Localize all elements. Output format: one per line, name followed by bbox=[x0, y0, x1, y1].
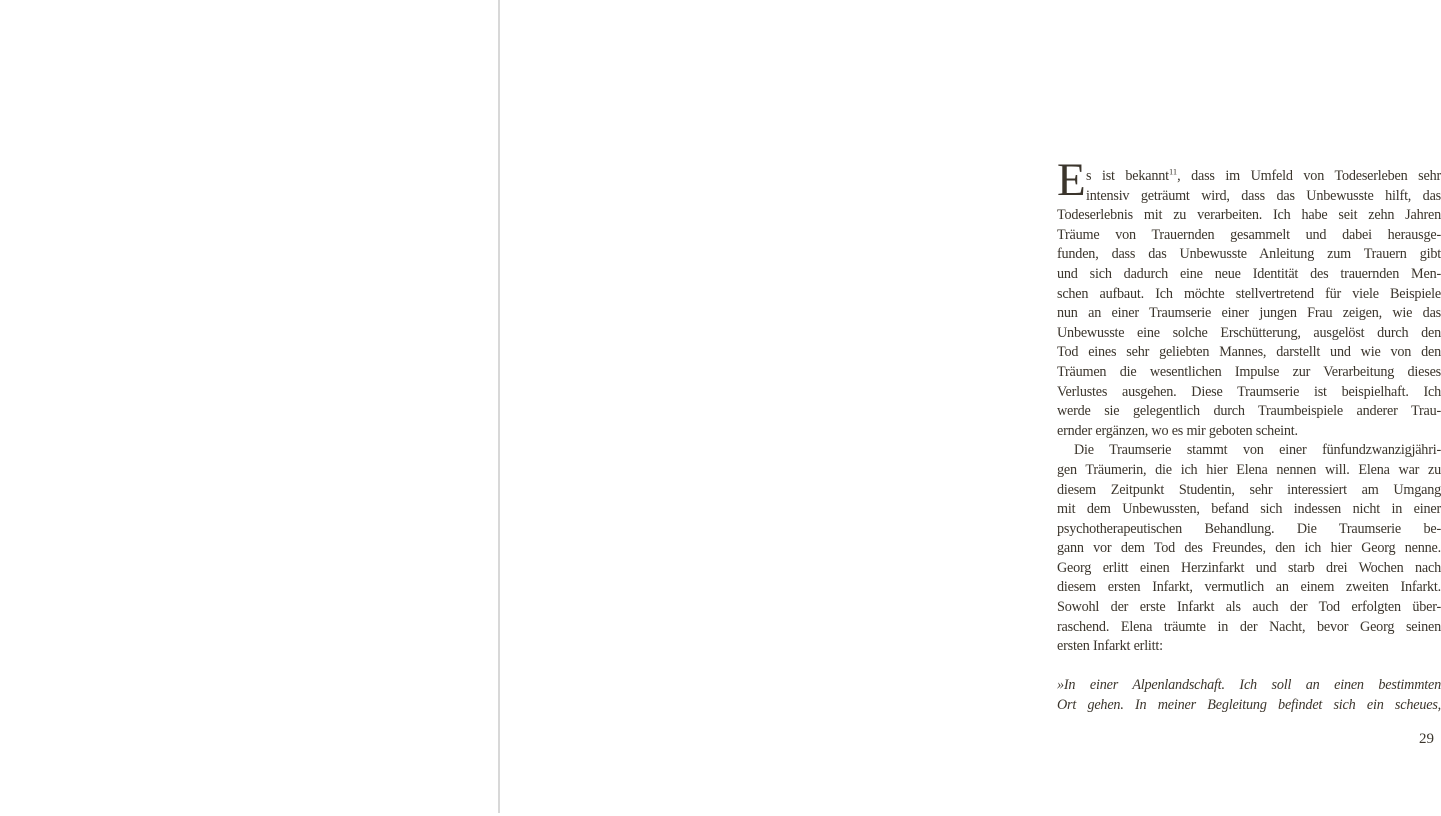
text-line: Träume von Trauernden gesammelt und dabei herausge- bbox=[1057, 226, 1441, 243]
text-line: gen Träumerin, die ich hier Elena nennen will. Elena war zu bbox=[1057, 461, 1441, 478]
text-line: gann vor dem Tod des Freundes, den ich hier Georg nenne. bbox=[1057, 540, 1441, 557]
text-line: nun an einer Traumserie einer jungen Frau zeigen, wie das bbox=[1057, 305, 1441, 322]
text-line: Verlustes ausgehen. Diese Traumserie ist beispielhaft. Ich bbox=[1057, 383, 1441, 400]
text-line: Unbewusste eine solche Erschütterung, ausgelöst durch den bbox=[1057, 324, 1441, 341]
text-line: funden, dass das Unbewusste Anleitung zum Trauern gibt bbox=[1057, 246, 1441, 263]
left-page-blank bbox=[0, 0, 498, 816]
paragraph-opening bbox=[1057, 154, 1441, 441]
text-line: Tod eines sehr geliebten Mannes, darstellt und wie von den bbox=[1057, 344, 1441, 361]
footnote-reference: 11 bbox=[1168, 166, 1178, 177]
text-line: ernder ergänzen, wo es mir geboten scheint. bbox=[1057, 422, 1298, 439]
text-line: Träumen die wesentlichen Impulse zur Verarbeitung dieses bbox=[1057, 363, 1441, 380]
text-line: Sowohl der erste Infarkt als auch der Tod erfolgten über- bbox=[1057, 599, 1441, 616]
text-line: Ort gehen. In meiner Begleitung befindet sich ein scheues, bbox=[1057, 697, 1441, 714]
text-line: Georg erlitt einen Herzinfarkt und starb drei Wochen nach bbox=[1057, 559, 1441, 576]
text-line: ersten Infarkt erlitt: bbox=[1057, 638, 1163, 655]
text-line: werde sie gelegentlich durch Traumbeispiele anderer Trau- bbox=[1057, 403, 1441, 420]
text-line: intensiv geträumt wird, dass das Unbewusste hilft, das bbox=[1086, 187, 1441, 204]
text-line: s ist bekannt$^{11}$, dass im Umfeld von Todeserleben sehr bbox=[1086, 166, 1441, 184]
drop-cap: E bbox=[1057, 154, 1086, 206]
text-line: diesem Zeitpunkt Studentin, sehr interessiert am Umgang bbox=[1057, 481, 1441, 498]
page-number: 29 bbox=[1419, 731, 1434, 747]
text-line: »In einer Alpenlandschaft. Ich soll an einen bestimmten bbox=[1057, 677, 1441, 694]
text-line: diesem ersten Infarkt, vermutlich an einem zweiten Infarkt. bbox=[1057, 579, 1441, 596]
text-line: und sich dadurch eine neue Identität des trauernden Men- bbox=[1057, 265, 1441, 282]
paragraph-quote bbox=[1057, 676, 1441, 715]
paragraph-normal bbox=[1057, 441, 1441, 657]
body-text-block bbox=[1057, 154, 1441, 716]
text-line: mit dem Unbewussten, befand sich indessen nicht in einer bbox=[1057, 501, 1441, 518]
text-line: Todeserlebnis mit zu verarbeiten. Ich habe seit zehn Jahren bbox=[1057, 207, 1441, 224]
right-page bbox=[500, 0, 1441, 816]
text-line: raschend. Elena träumte in der Nacht, bevor Georg seinen bbox=[1057, 618, 1441, 635]
text-line: psychotherapeutischen Behandlung. Die Traumserie be- bbox=[1057, 520, 1441, 537]
text-line: Die Traumserie stammt von einer fünfundzwanzigjähri- bbox=[1074, 442, 1441, 459]
text-line: schen aufbaut. Ich möchte stellvertretend für viele Beispiele bbox=[1057, 285, 1441, 302]
